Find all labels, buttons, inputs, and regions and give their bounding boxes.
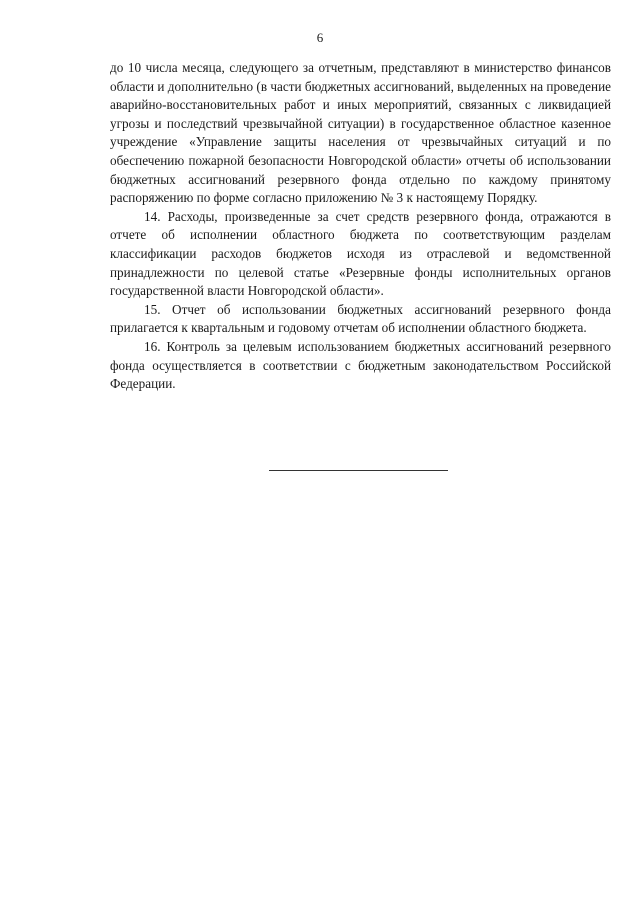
paragraph-14: 14. Расходы, произведенные за счет средств резервного фонда, отражаются в отчете об исполнении областного бюджета по соответствующим разделам классификации расходов бюджетов исходя из отраслевой и ведомственной принадлежности по целевой статье «Резервные фонды исполнительных органов государственной власти Новгородской области».	[110, 208, 611, 299]
document-body	[110, 59, 611, 394]
paragraph-15: 15. Отчет об использовании бюджетных ассигнований резервного фонда прилагается к квартальным и годовому отчетам об исполнении областного бюджета.	[110, 301, 611, 336]
page-number: 6	[316, 30, 324, 45]
end-divider	[269, 470, 448, 471]
paragraph-continuation: до 10 числа месяца, следующего за отчетным, представляют в министерство финансов области и дополнительно (в части бюджетных ассигнований, выделенных на проведение аварийно-восстановительных работ и иных мероприятий, связанных с ликвидацией угрозы и последствий чрезвычайной ситуации) в государственное областное казенное учреждение «Управление защиты населения от чрезвычайных ситуаций и по обеспечению пожарной безопасности Новгородской области» отчеты об использовании бюджетных ассигнований резервного фонда отдельно по каждому принятому распоряжению по форме согласно приложению № 3 к настоящему Порядку.	[110, 60, 611, 206]
paragraph-16: 16. Контроль за целевым использованием бюджетных ассигнований резервного фонда осуществляется в соответствии с бюджетным законодательством Российской Федерации.	[110, 338, 611, 392]
